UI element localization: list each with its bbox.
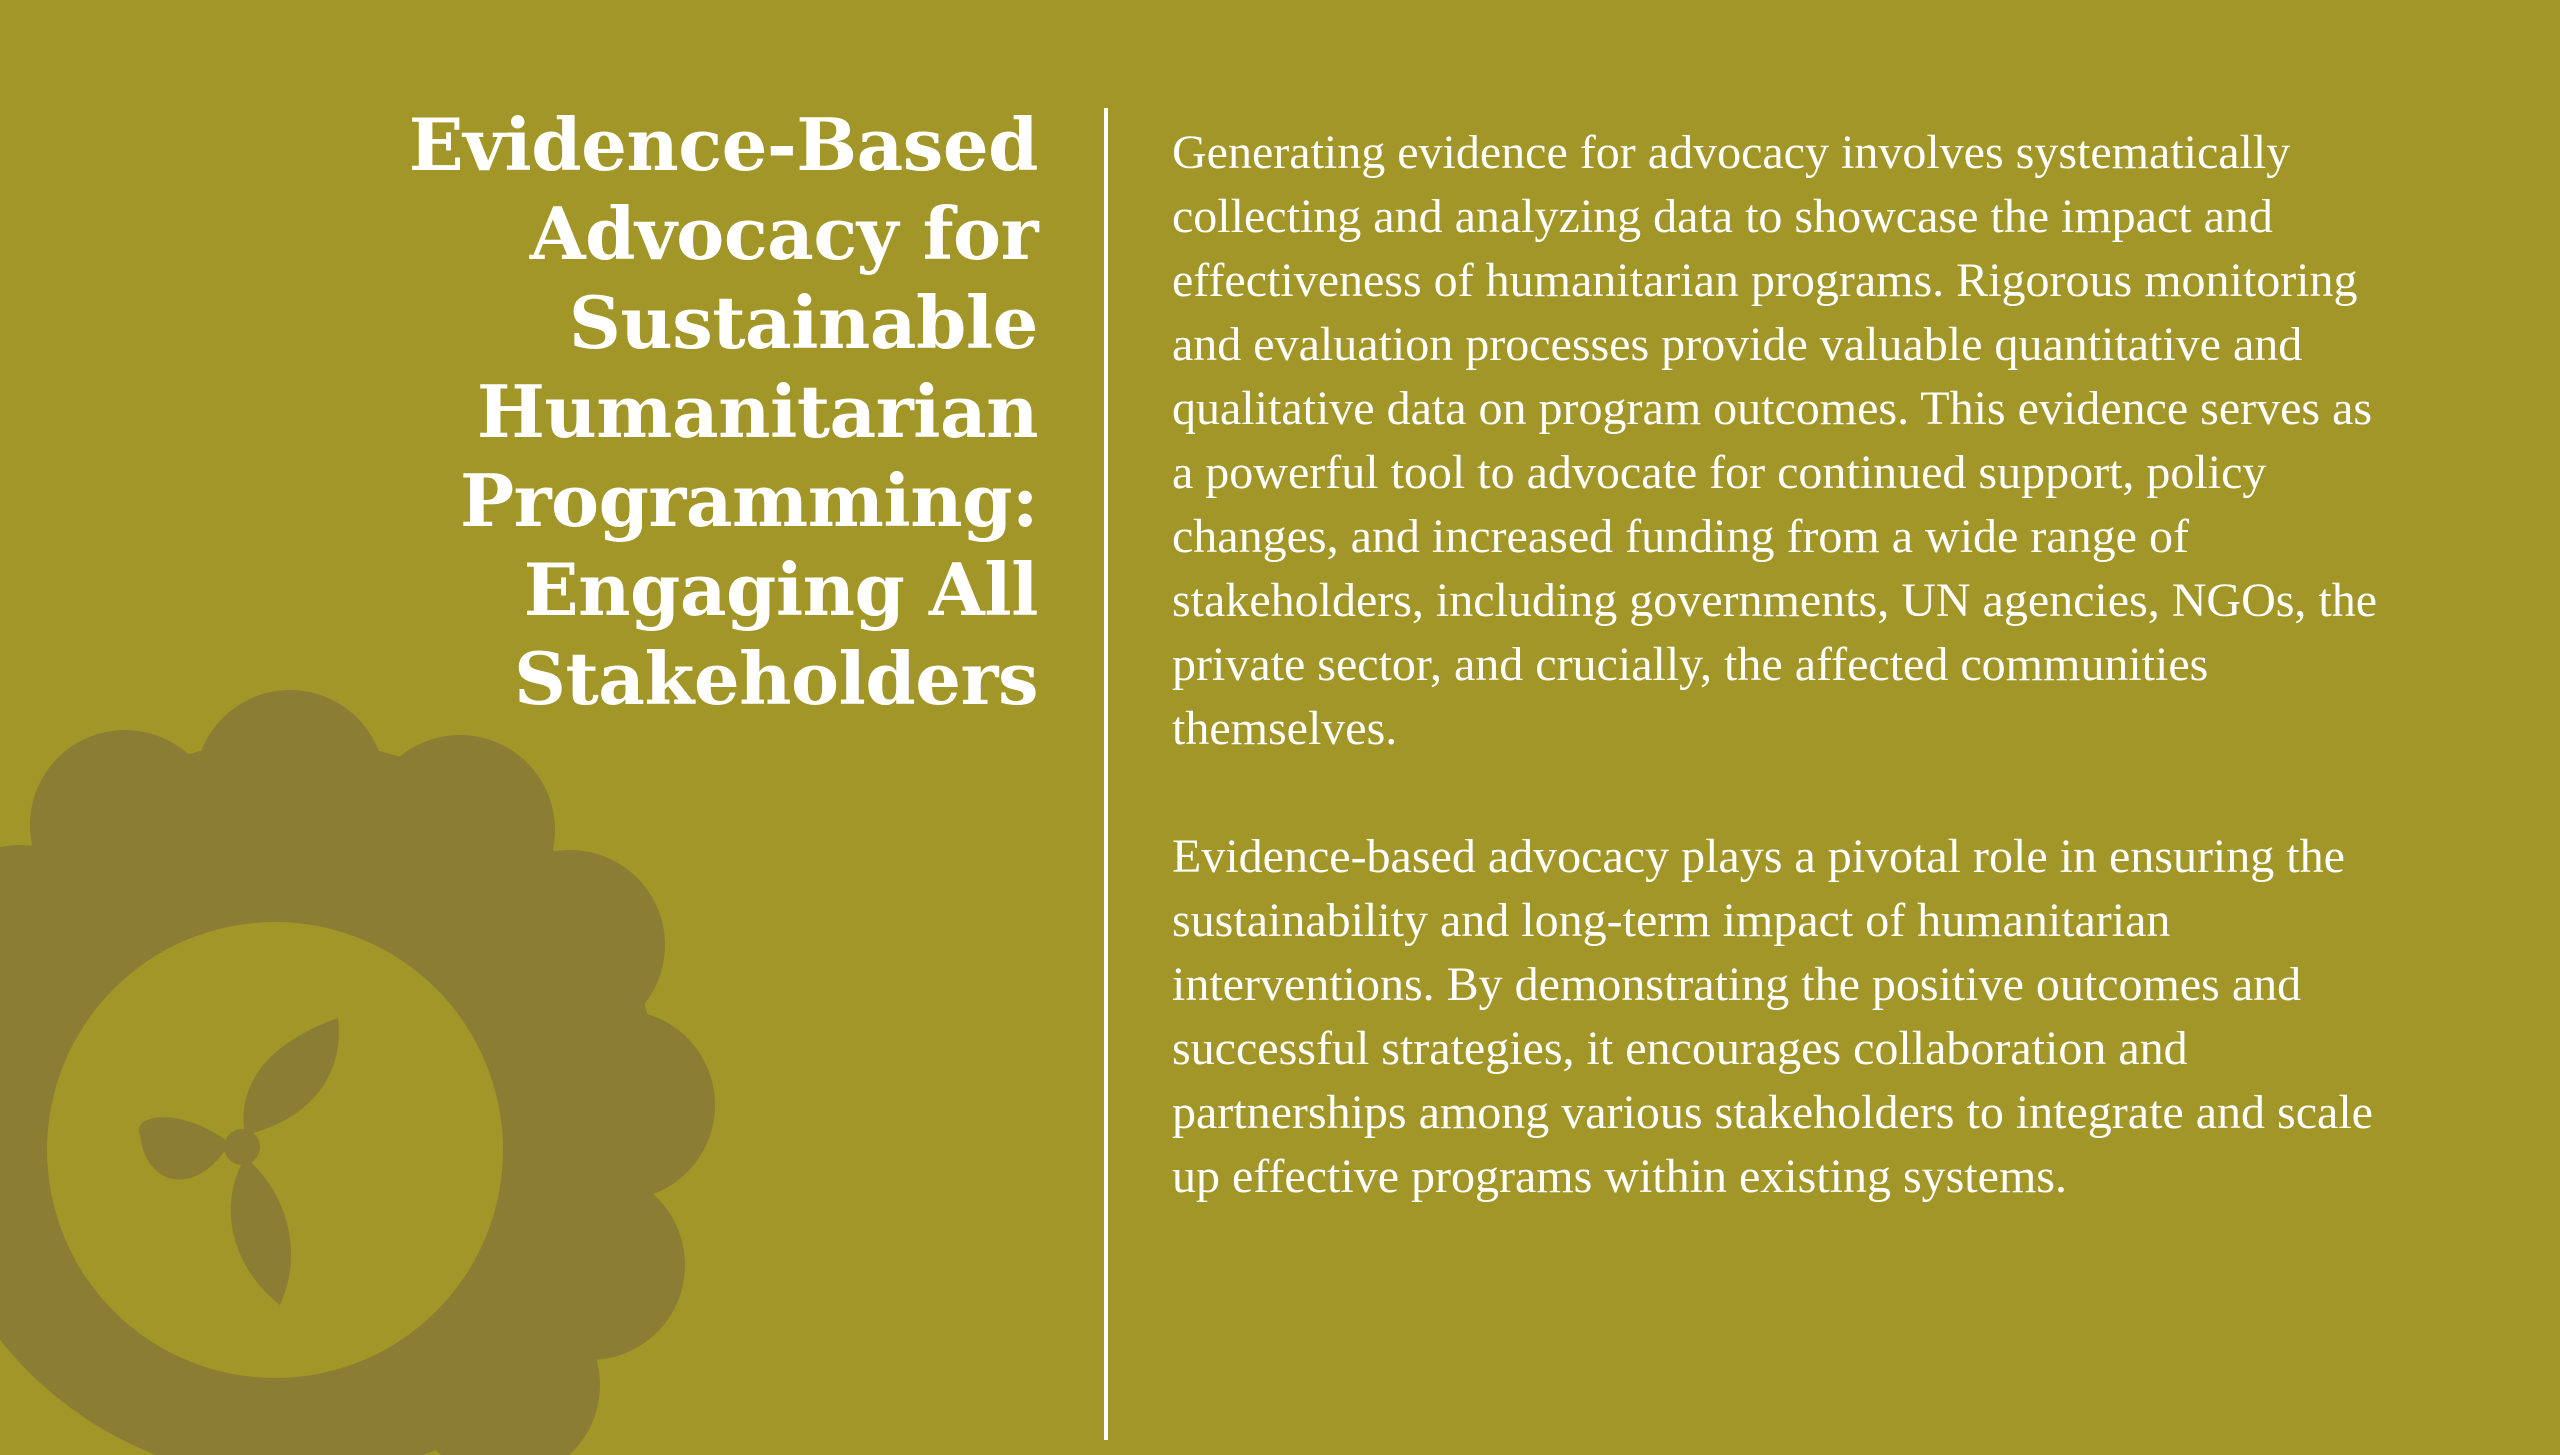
paragraph: Generating evidence for advocacy involves systematically collecting and analyzing data to showcase the impact and effectiveness of humanitarian programs. Rigorous monitoring and evaluation processes provide valuable quantitative and qualitative data on program outcomes. This evidence serves as a powerful tool to advocate for continued support, policy changes, and increased funding from a wide range of stakeholders, including governments, UN agencies, NGOs, the private sector, and crucially, the affected communities themselves.: [1172, 126, 2378, 755]
slide-title: Evidence-Based Advocacy for Sustainable Humanitarian Programming: Engaging All Stakeholders: [408, 102, 1038, 721]
body-text: [1172, 121, 2378, 1209]
paragraph: Evidence-based advocacy plays a pivotal role in ensuring the sustainability and long-term impact of humanitarian interventions. By demonstrating the positive outcomes and successful strategies, it encourages collaboration and partnerships among various stakeholders to integrate and scale up effective programs within existing systems.: [1172, 830, 2373, 1203]
scalloped-leaf-emblem-icon: [0, 665, 780, 1455]
vertical-divider: [1104, 108, 1108, 1440]
title-block: [360, 100, 1038, 723]
